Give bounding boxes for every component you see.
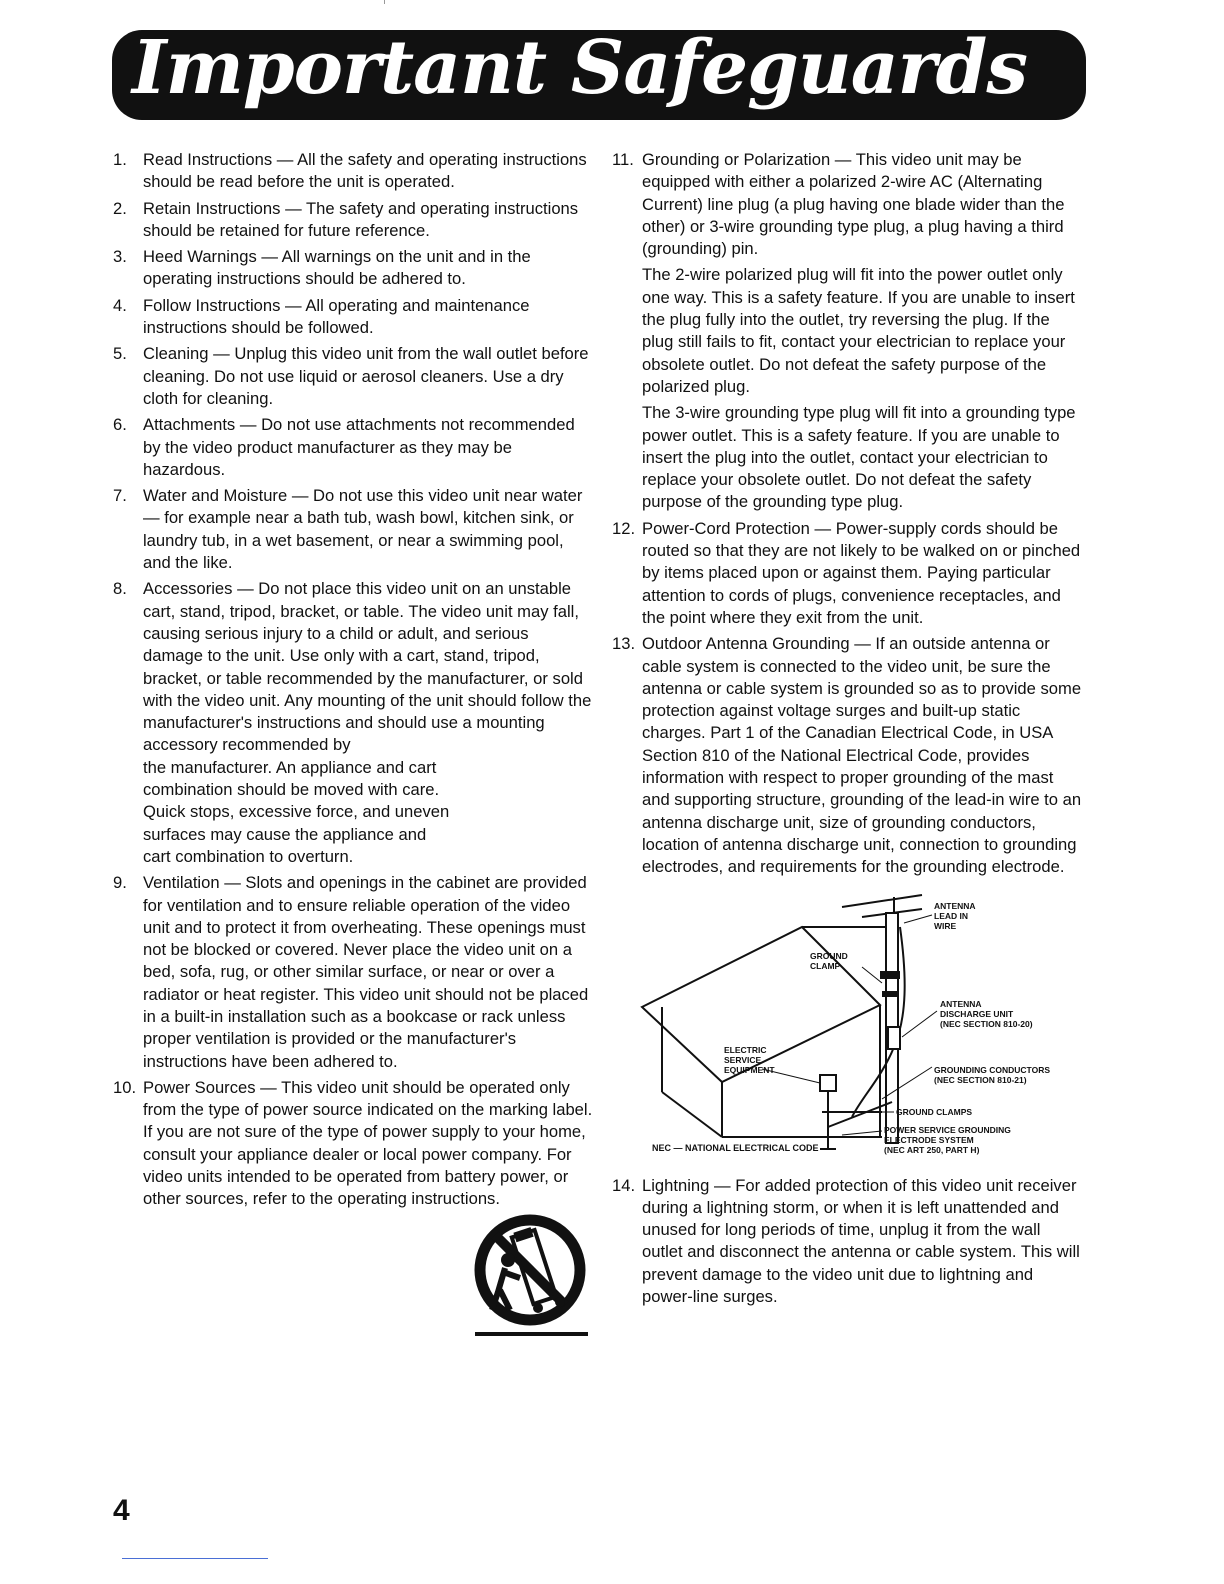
item-number: 12. xyxy=(612,518,636,538)
item-text: Do not use attachments not recommended by the video product manufacturer as they may be hazardous. xyxy=(143,415,575,479)
antenna-lead-label: ANTENNA LEAD IN WIRE xyxy=(934,900,976,931)
safeguard-item-9: 9. Ventilation — Slots and openings in the cabinet are provided for ventilation and to ensure reliable operation of the video unit and to protect it from overheating. These openings must not be blocked or covered. Never place the video unit on a bed, sofa, rug, or other similar surface, or near or over a radiator or heat register. This video unit should not be placed in a built-in installation such as a bookcase or rack unless proper ventilation is provided or the manufacturer's instructions have been adhered to. xyxy=(113,873,589,1071)
item-text: All warnings on the unit and in the operating instructions should be adhered to. xyxy=(143,247,531,289)
safeguard-item-12: 12. Power-Cord Protection — Power-supply cords should be routed so that they are not likely to be walked on or pinched by items placed upon or against them. Paying particular attention to cords of plugs, convenience receptacles, and the point where they exit from the unit. xyxy=(612,518,1081,627)
safeguard-item-1: 1. Read Instructions — All the safety and operating instructions should be read before the unit is operated. xyxy=(113,150,587,192)
item-number: 9. xyxy=(113,873,127,893)
right-column xyxy=(612,149,1082,1312)
item-text: For added protection of this video unit receiver during a lightning storm, or when it is left unattended and unused for long periods of time, unplug it from the wall outlet and disconnect the antenna or cable system. This will prevent damage to the video unit due to lightning and power-line surges. xyxy=(642,1175,1080,1306)
item-number: 3. xyxy=(113,247,127,267)
item-number: 11. xyxy=(612,150,634,169)
item-text-narrow: the manufacturer. An appliance and cart combination should be moved with care. Quick stops, excessive force, and uneven surfaces may cause the appliance and cart combination to overturn. xyxy=(143,757,450,866)
item-text: Do not use this video unit near water — for example near a bath tub, wash bowl, kitchen sink, or laundry tub, in a wet basement, or near a swimming pool, and the like. xyxy=(143,486,583,573)
item-label: Cleaning xyxy=(143,344,209,364)
safeguard-item-6: 6. Attachments — Do not use attachments not recommended by the video product manufacturer as they may be hazardous. xyxy=(113,415,575,479)
item-label: Accessories xyxy=(143,579,233,599)
item-text: All operating and maintenance instructions should be followed. xyxy=(143,295,530,338)
item-text: Slots and openings in the cabinet are provided for ventilation and to ensure reliable operation of the video unit and to protect it from overheating. These openings must not be blocked or covered. Never place the video unit on a bed, sofa, rug, or other similar surface, or near or over a radiator or heat register. This video unit should not be placed in a built-in installation such as a bookcase or rack unless proper ventilation is provided or the manufacturer's instructions have been adhered to. xyxy=(143,873,589,1071)
power-service-label: POWER SERVICE GROUNDING ELECTRODE SYSTEM (NEC ART 250, PART H) xyxy=(884,1124,1011,1155)
item-number: 1. xyxy=(113,150,127,169)
safeguard-item-2: 2. Retain Instructions — The safety and operating instructions should be retained for future reference. xyxy=(113,198,579,240)
ground-clamp-label: GROUND CLAMP xyxy=(810,950,848,971)
safeguard-item-11: 11. Grounding or Polarization — This video unit may be equipped with either a polarized 2-wire AC (Alternating Current) line plug (a plug having one blade wider than the other) or 3-wire grounding type plug, a plug having a third (grounding) pin. The 2-wire polarized plug will fit into the power outlet only one way. This is a safety feature. If you are unable to insert the plug fully into the outlet, try reversing the plug. If the plug still fails to fit, contact your electrician to replace your obsolete outlet. Do not defeat the safety purpose of the polarized plug. The 3-wire grounding type plug will fit into a grounding type power outlet. This is a safety feature. If you are unable to insert the plug into the outlet, contact your electrician to replace your obsolete outlet. Do not defeat the safety purpose of the grounding type plug. xyxy=(612,149,1082,514)
item-label: Outdoor Antenna Grounding xyxy=(642,634,850,654)
safeguard-item-14: 14. Lightning — For added protection of this video unit receiver during a lightning storm, or when it is left unattended and unused for long periods of time, unplug it from the wall outlet and disconnect the antenna or cable system. This will prevent damage to the video unit due to lightning and power-line surges. xyxy=(612,1175,1080,1306)
item-text: This video unit may be equipped with either a polarized 2-wire AC (Alternating Current) line plug (a plug having one blade wider than the other) or 3-wire grounding type plug, a plug having a third (grounding) pin. xyxy=(642,150,1065,259)
safeguard-item-3: 3. Heed Warnings — All warnings on the unit and in the operating instructions should be adhered to. xyxy=(113,247,531,289)
item-label: Lightning xyxy=(642,1175,710,1195)
item-number: 13. xyxy=(612,634,636,654)
item-label: Retain Instructions xyxy=(143,198,281,218)
item-label: Power-Cord Protection xyxy=(642,518,810,538)
item-number: 4. xyxy=(113,295,127,315)
safeguard-item-4: 4. Follow Instructions — All operating and maintenance instructions should be followed. xyxy=(113,295,530,338)
item-number: 8. xyxy=(113,579,127,599)
scan-mark xyxy=(384,0,385,4)
item-text: All the safety and operating instructions should be read before the unit is operated. xyxy=(143,150,587,192)
item-label: Water and Moisture xyxy=(143,486,288,506)
item-text: Unplug this video unit from the wall outlet before cleaning. Do not use liquid or aerosol cleaners. Use a dry cloth for cleaning. xyxy=(143,344,589,408)
footer-rule xyxy=(122,1558,268,1559)
item-text: If an outside antenna or cable system is connected to the video unit, be sure the antenna or cable system is grounded so as to provide some protection against voltage surges and built-up static charges. Part 1 of the Canadian Electrical Code, in USA Section 810 of the National Electrical Code, provides information with respect to proper grounding of the mast and supporting structure, grounding of the lead-in wire to an antenna discharge unit, size of grounding conductors, location of antenna discharge unit, connection to grounding electrodes, and requirements for the grounding electrode. xyxy=(642,634,1082,877)
item-number: 14. xyxy=(612,1175,636,1195)
item-label: Ventilation xyxy=(143,873,220,893)
grounding-conductors-label: GROUNDING CONDUCTORS (NEC SECTION 810-21) xyxy=(934,1064,1051,1085)
item-number: 6. xyxy=(113,415,127,435)
electric-service-label: ELECTRIC SERVICE EQUIPMENT xyxy=(724,1044,775,1075)
safeguard-item-5: 5. Cleaning — Unplug this video unit from the wall outlet before cleaning. Do not use liquid or aerosol cleaners. Use a dry cloth for cleaning. xyxy=(113,344,589,408)
item-number: 5. xyxy=(113,344,127,364)
safeguard-item-10: 10. Power Sources — This video unit should be operated only from the type of power source indicated on the marking label. If you are not sure of the type of power supply to your home, consult your appliance dealer or local power company. For video units intended to be operated from battery power, or other sources, refer to the operating instructions. xyxy=(113,1077,593,1209)
item-label: Read Instructions xyxy=(143,150,273,169)
item-text: Do not place this video unit on an unstable cart, stand, tripod, bracket, or table. The video unit may fall, causing serious injury to a child or adult, and serious damage to the unit. Use only with a cart, stand, tripod, bracket, or table recommended by the manufacturer, or sold with the video unit. Any mounting of the unit should follow the manufacturer's instructions and should use a mounting accessory recommended by xyxy=(143,579,592,755)
item-label: Heed Warnings xyxy=(143,247,257,267)
item-number: 10. xyxy=(113,1077,137,1097)
page-number: 4 xyxy=(113,1494,130,1527)
discharge-unit-label: ANTENNA DISCHARGE UNIT (NEC SECTION 810-20) xyxy=(940,998,1033,1029)
item-label: Attachments xyxy=(143,415,236,435)
safeguard-item-13: 13. Outdoor Antenna Grounding — If an outside antenna or cable system is connected to the video unit, be sure the antenna or cable system is grounded so as to provide some protection against voltage surges and built-up static charges. Part 1 of the Canadian Electrical Code, in USA Section 810 of the National Electrical Code, provides information with respect to proper grounding of the mast and supporting structure, grounding of the lead-in wire to an antenna discharge unit, size of grounding conductors, location of antenna discharge unit, connection to grounding electrodes, and requirements for the grounding electrode. xyxy=(612,634,1082,877)
nec-note: NEC — NATIONAL ELECTRICAL CODE xyxy=(652,1142,819,1153)
item-text: Power-supply cords should be routed so that they are not likely to be walked on or pinched by items placed upon or against them. Paying particular attention to cords of plugs, convenience receptacles, and the point where they exit from the unit. xyxy=(642,518,1081,627)
safeguard-item-7: 7. Water and Moisture — Do not use this video unit near water — for example near a bath tub, wash bowl, kitchen sink, or laundry tub, in a wet basement, or near a swimming pool, and the like. xyxy=(113,486,583,573)
item-label: Grounding or Polarization xyxy=(642,150,831,169)
item-text: The safety and operating instructions should be retained for future reference. xyxy=(143,198,579,240)
item-paragraph: The 2-wire polarized plug will fit into the power outlet only one way. This is a safety feature. If you are unable to insert the plug fully into the outlet, try reversing the plug. If the plug still fails to fit, contact your electrician to replace your obsolete outlet. Do not defeat the safety purpose of the polarized plug. xyxy=(642,265,1075,396)
page-title: Important Safeguards xyxy=(132,25,1028,111)
item-paragraph: The 3-wire grounding type plug will fit into a grounding type power outlet. This is a safety feature. If you are unable to insert the plug into the outlet, contact your electrician to replace your obsolete outlet. Do not defeat the safety purpose of the grounding type plug. xyxy=(642,403,1076,512)
title-banner xyxy=(112,25,1086,120)
item-number: 2. xyxy=(113,198,127,218)
item-label: Power Sources xyxy=(143,1077,256,1097)
antenna-grounding-diagram xyxy=(632,887,1092,1165)
item-number: 7. xyxy=(113,486,127,506)
cart-warning-icon xyxy=(470,1210,590,1350)
item-label: Follow Instructions xyxy=(143,295,281,315)
left-column xyxy=(113,149,593,1215)
ground-clamps-label: GROUND CLAMPS xyxy=(896,1106,973,1117)
safeguard-item-8: 8. Accessories — Do not place this video unit on an unstable cart, stand, tripod, bracket, or table. The video unit may fall, causing serious injury to a child or adult, and serious damage to the unit. Use only with a cart, stand, tripod, bracket, or table recommended by the manufacturer, or sold with the video unit. Any mounting of the unit should follow the manufacturer's instructions and should use a mounting accessory recommended by the manufacturer. An appliance and cart combination should be moved with care. Quick stops, excessive force, and uneven surfaces may cause the appliance and cart combination to overturn. xyxy=(113,578,593,868)
item-text: This video unit should be operated only from the type of power source indicated on the marking label. If you are not sure of the type of power supply to your home, consult your appliance dealer or local power company. For video units intended to be operated from battery power, or other sources, refer to the operating instructions. xyxy=(143,1077,593,1209)
